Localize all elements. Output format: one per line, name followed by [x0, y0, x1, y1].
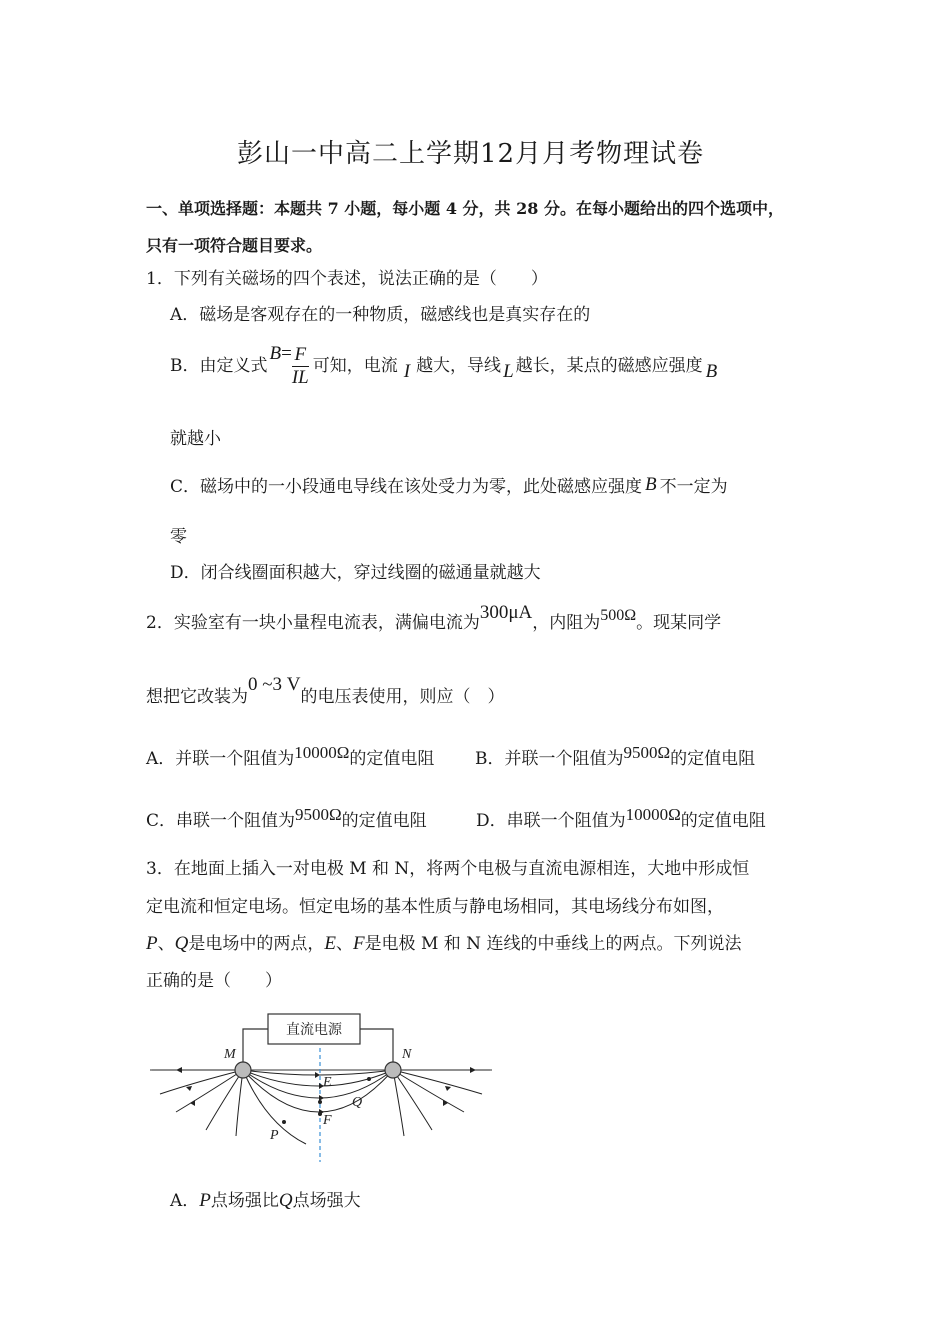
page-title: 彭山一中高二上学期12月月考物理试卷 — [237, 139, 705, 169]
label-e: E — [323, 1075, 332, 1090]
label-p: P — [270, 1128, 279, 1143]
q1-option-d: D．闭合线圈面积越大，穿过线圈的磁通量就越大 — [170, 563, 541, 583]
q1-b-mid3: 越长，某点的磁感应强度 — [515, 356, 703, 376]
q1-b-formula-den: IL — [291, 366, 309, 388]
point-q — [367, 1077, 371, 1081]
wire-left — [243, 1029, 268, 1062]
q3-sep2: 、 — [335, 934, 353, 954]
q2-stem-pre: 2．实验室有一块小量程电流表，满偏电流为 — [146, 613, 480, 633]
q3-line4: 正确的是（ ） — [146, 971, 282, 991]
q2-a-post: 的定值电阻 — [349, 749, 435, 769]
point-f — [318, 1112, 322, 1116]
electrode-n — [385, 1062, 401, 1078]
q1-c-var-b: B — [645, 474, 657, 495]
q2-option-d — [476, 805, 766, 832]
q2-option-c — [146, 805, 427, 832]
q2-c-val: 9500Ω — [295, 805, 342, 824]
point-e — [318, 1100, 322, 1104]
label-f: F — [323, 1113, 332, 1128]
wire-right — [360, 1029, 393, 1062]
q1-b-formula-num: F — [292, 344, 309, 367]
q1-b-tail: 就越小 — [170, 429, 221, 449]
q2-a-pre: A．并联一个阻值为 — [146, 749, 295, 769]
label-m: M — [224, 1047, 236, 1062]
q3-var-q: Q — [174, 933, 189, 954]
q2-line2-pre: 想把它改装为 — [146, 687, 248, 707]
q3-a-var-q: Q — [278, 1190, 293, 1211]
q1-b-pre: B．由定义式 — [170, 356, 268, 376]
section-header-line2: 只有一项符合题目要求。 — [146, 236, 323, 255]
q3-line3-post: 是电极 M 和 N 连线的中垂线上的两点。下列说法 — [364, 934, 742, 954]
q2-b-pre: B．并联一个阻值为 — [475, 749, 624, 769]
q2-current: 300μA — [479, 602, 533, 623]
q1-c-pre: C．磁场中的一小段通电导线在该处受力为零，此处磁感应强度 — [170, 477, 643, 497]
section-header-line1: 一、单项选择题：本题共 7 小题，每小题 4 分，共 28 分。在每小题给出的四个选项中， — [146, 199, 784, 218]
q1-b-var-l: L — [503, 361, 514, 382]
q3-a-mid: 点场强比 — [210, 1191, 279, 1211]
q2-stem-mid: ，内阻为 — [532, 613, 601, 633]
q2-c-pre: C．串联一个阻值为 — [146, 811, 296, 831]
label-q: Q — [352, 1095, 363, 1110]
q1-b-formula-fraction — [292, 344, 309, 389]
q1-b-var-b: B — [705, 361, 718, 382]
q3-var-p: P — [146, 933, 158, 954]
q1-b-var-i: I — [403, 361, 411, 382]
q1-b-mid2: 越大，导线 — [416, 356, 502, 376]
q1-b-formula-eq: = — [281, 343, 292, 364]
field-lines — [152, 1070, 490, 1144]
q2-stem — [146, 602, 722, 635]
electric-field-figure — [146, 1004, 496, 1164]
q1-b-mid1: 可知，电流 — [312, 356, 398, 376]
q1-c-tail: 零 — [170, 527, 187, 547]
q2-line2 — [146, 674, 505, 708]
q3-var-f: F — [352, 933, 365, 954]
q2-line2-post: 的电压表使用，则应（ ） — [300, 687, 505, 707]
q3-line1: 3．在地面上插入一对电极 M 和 N，将两个电极与直流电源相连，大地中形成恒 — [146, 859, 750, 879]
q3-option-a — [170, 1190, 361, 1212]
q1-option-c — [170, 476, 728, 498]
q2-c-post: 的定值电阻 — [341, 811, 427, 831]
q1-option-a: A．磁场是客观存在的一种物质，磁感线也是真实存在的 — [170, 305, 591, 325]
q2-a-val: 10000Ω — [294, 743, 350, 762]
q2-d-post: 的定值电阻 — [680, 811, 766, 831]
q3-a-post: 点场强大 — [292, 1191, 361, 1211]
q3-line3 — [146, 933, 741, 955]
q3-a-pre: A． — [170, 1191, 200, 1211]
q2-option-b — [475, 743, 756, 770]
q2-d-val: 10000Ω — [625, 805, 681, 824]
point-p — [282, 1120, 286, 1124]
q1-b-formula-lhs: B — [269, 343, 282, 364]
q1-option-b — [170, 340, 717, 392]
q2-stem-post: 。现某同学 — [636, 613, 722, 633]
q3-line3-mid: 是电场中的两点， — [188, 934, 325, 954]
q3-var-e: E — [324, 933, 336, 954]
q3-a-var-p: P — [199, 1190, 211, 1211]
label-n: N — [402, 1047, 412, 1062]
q2-b-post: 的定值电阻 — [670, 749, 756, 769]
q2-option-a — [146, 743, 435, 770]
q3-sep: 、 — [157, 934, 175, 954]
q2-resistance: 500Ω — [600, 607, 637, 624]
q2-d-pre: D．串联一个阻值为 — [476, 811, 626, 831]
dc-source-label: 直流电源 — [286, 1022, 342, 1038]
electrode-m — [235, 1062, 251, 1078]
q3-line2: 定电流和恒定电场。恒定电场的基本性质与静电场相同，其电场线分布如图， — [146, 897, 724, 917]
q2-range: 0 ~3 V — [248, 674, 301, 695]
q1-stem: 1．下列有关磁场的四个表述，说法正确的是（ ） — [146, 269, 548, 289]
q1-c-post: 不一定为 — [659, 477, 728, 497]
q2-b-val: 9500Ω — [623, 743, 671, 762]
